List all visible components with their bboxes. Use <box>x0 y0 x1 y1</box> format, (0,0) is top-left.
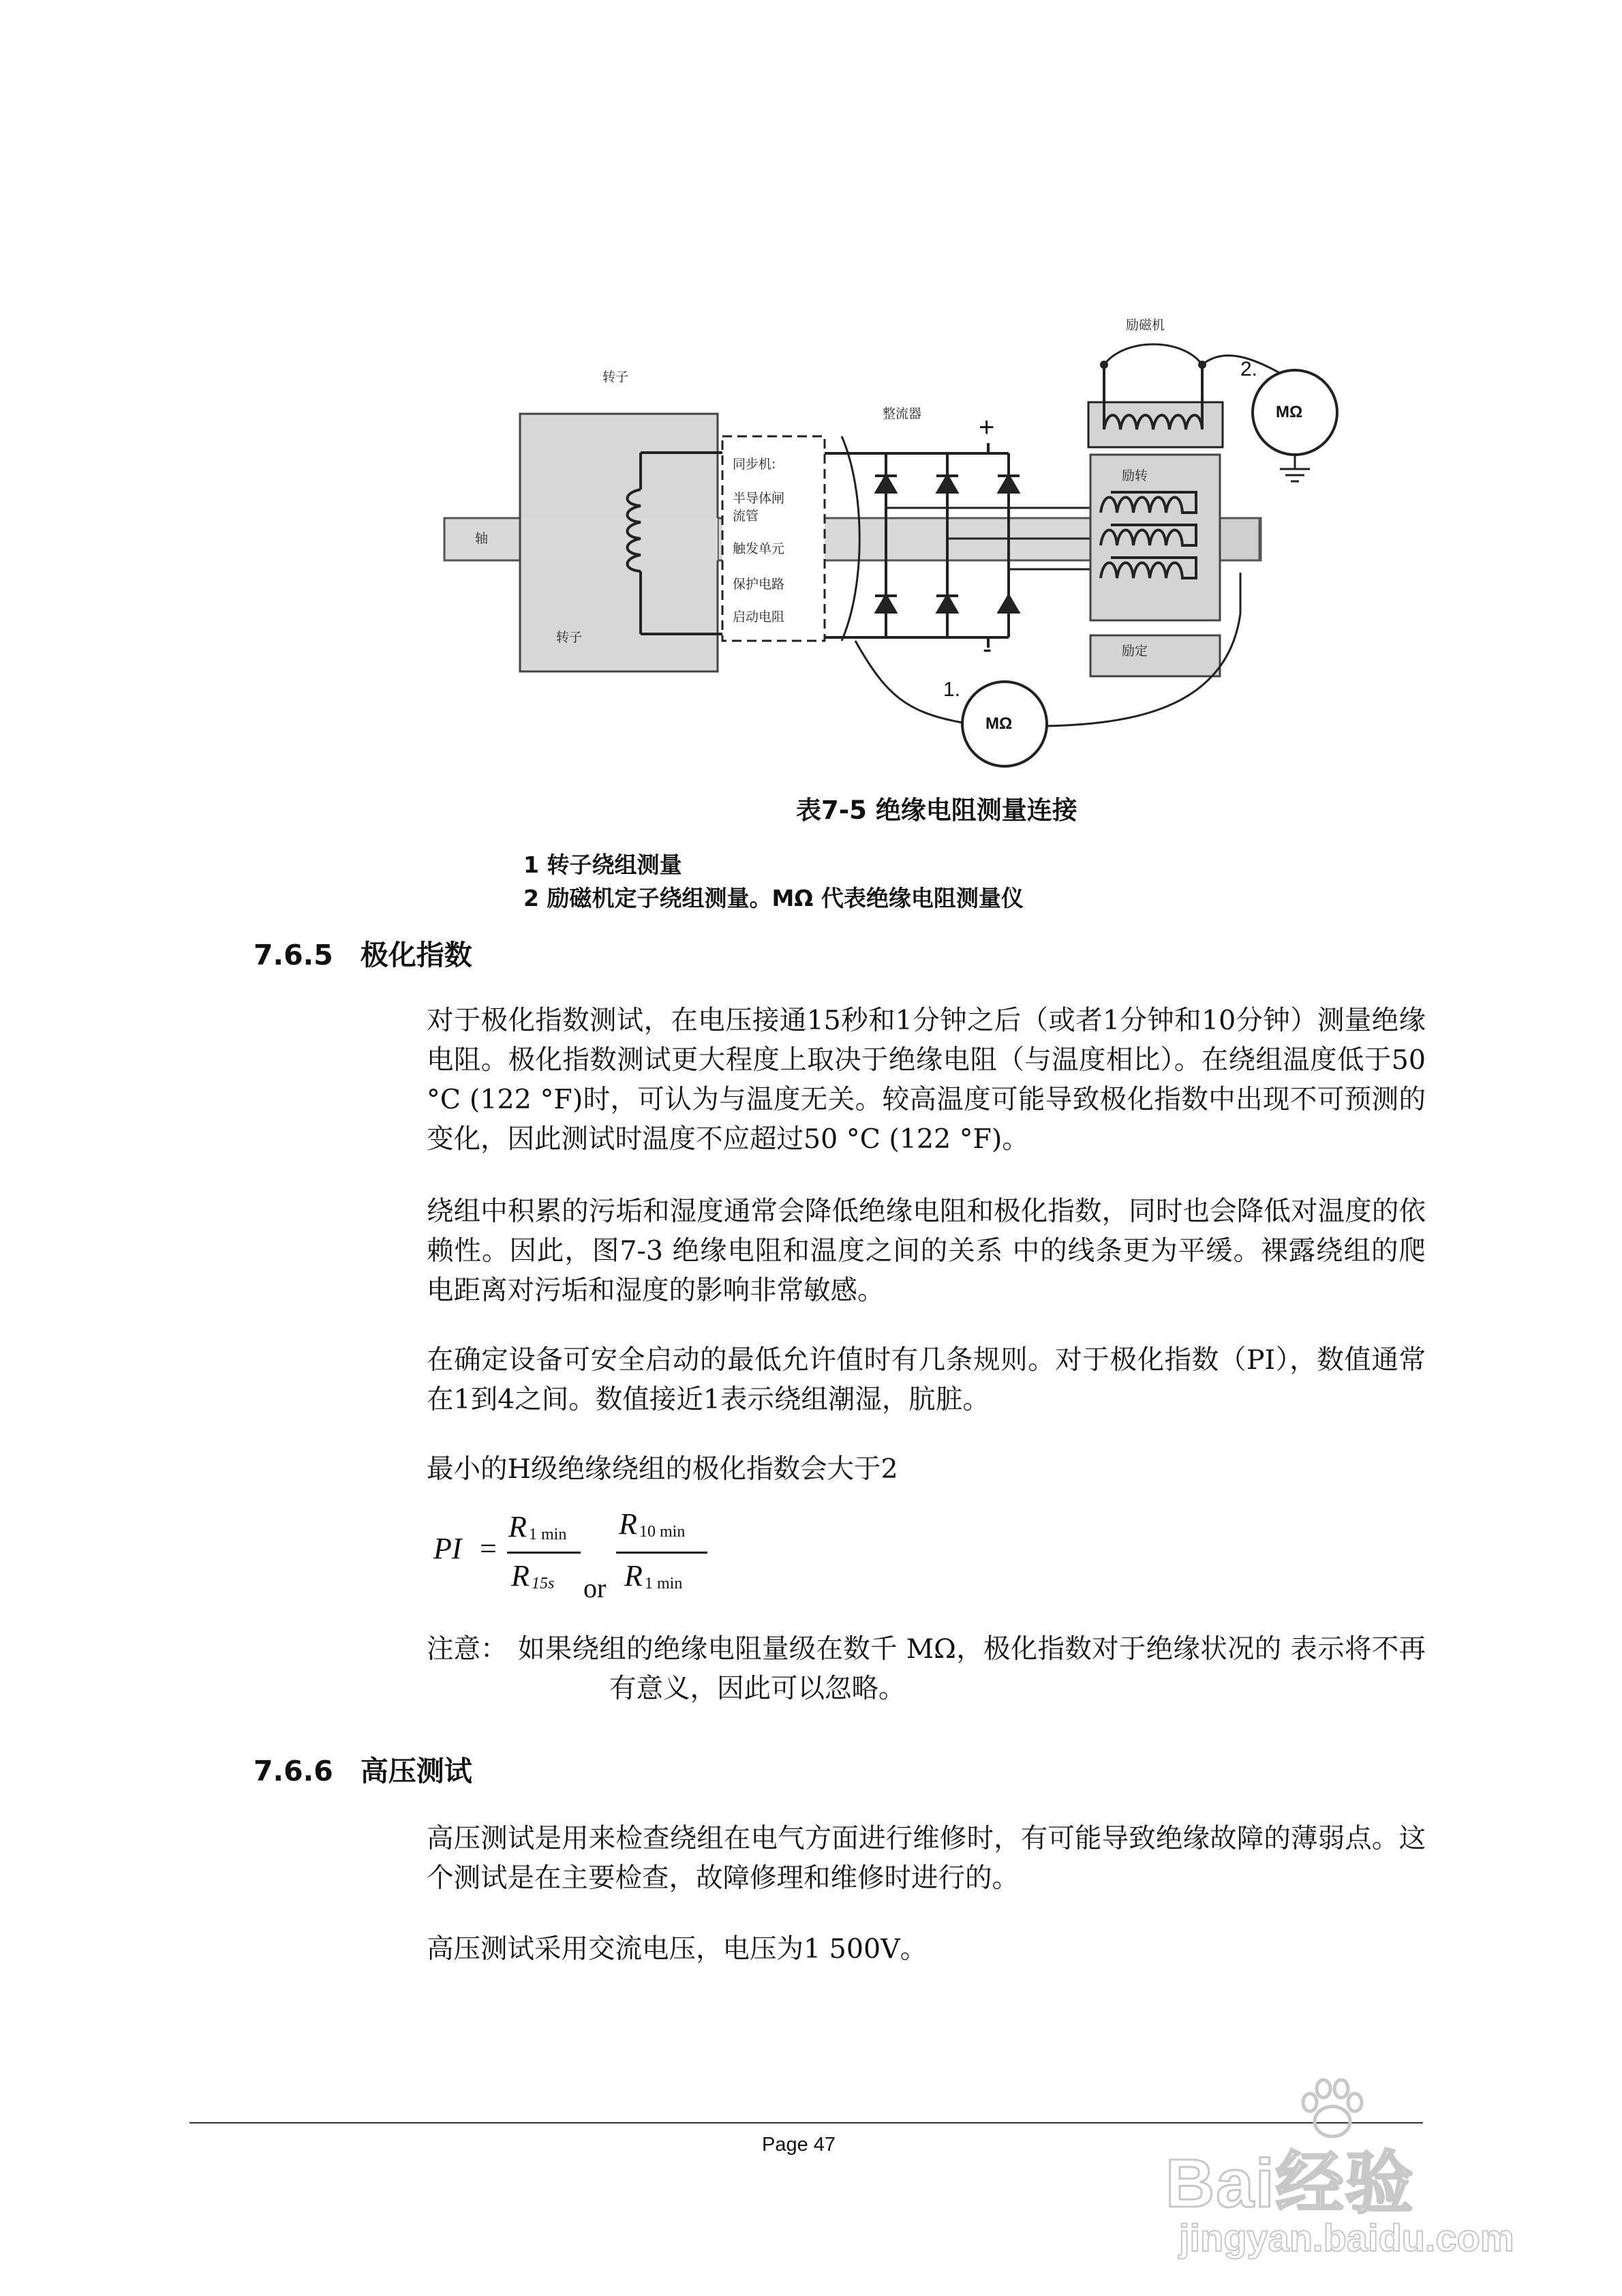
formula-lhs: PI <box>433 1532 462 1565</box>
formula-sub-15s: 15s <box>532 1575 555 1592</box>
insulation-measurement-diagram <box>436 300 1349 791</box>
label-rotor-bottom: 转子 <box>556 630 583 645</box>
paragraph: 在确定设备可安全启动的最低允许值时有几条规则。对于极化指数（PI），数值通常在1到4之间。数值接近1表示绕组潮湿，肮脏。 <box>427 1344 1426 1415</box>
formula-equals: = <box>480 1532 497 1565</box>
section-heading-766 <box>254 1749 472 1789</box>
rotor-shaft-window <box>521 518 718 560</box>
figure-caption-note-2: 2 励磁机定子绕组测量。MΩ 代表绝缘电阻测量仪 <box>523 885 1024 911</box>
watermark-brand: Bai经验 <box>1165 2145 1415 2222</box>
formula-r-denominator-1: R <box>511 1559 530 1592</box>
label-scr-2: 流管 <box>733 509 759 524</box>
ground-symbol-icon <box>1280 455 1310 481</box>
label-exciter-rotor: 励转 <box>1122 466 1148 484</box>
label-rotor-top: 转子 <box>602 369 629 384</box>
label-meter-2-number: 2. <box>1240 358 1258 380</box>
watermark-url: jingyan.baidu.com <box>1179 2216 1514 2259</box>
formula-sub-10min: 10 min <box>639 1523 686 1541</box>
label-start-resistor: 启动电阻 <box>733 609 785 624</box>
exciter-stator-bottom <box>1090 635 1220 676</box>
section-title: 极化指数 <box>360 939 472 971</box>
fraction-bar-1 <box>507 1552 581 1554</box>
section-number: 7.6.6 <box>254 1755 333 1787</box>
formula-r-denominator-2: R <box>624 1559 643 1592</box>
label-meter-1-symbol: MΩ <box>985 714 1013 733</box>
formula-r-numerator-2: R <box>619 1507 637 1541</box>
label-exciter-stator: 励定 <box>1122 644 1148 659</box>
formula-sub-1min-2: 1 min <box>645 1575 683 1592</box>
label-shaft: 轴 <box>475 531 489 546</box>
label-protection: 保护电路 <box>733 577 785 592</box>
label-minus: - <box>983 634 992 664</box>
polarization-index-formula <box>427 1507 740 1614</box>
section-heading-765 <box>254 933 472 973</box>
label-trigger: 触发单元 <box>733 541 785 556</box>
paragraph: 绕组中积累的污垢和湿度通常会降低绝缘电阻和极化指数，同时也会降低对温度的依赖性。因此，图7-3 绝缘电阻和温度之间的关系 中的线条更为平缓。裸露绕组的爬电距离对污垢和湿度的影响非常敏感。 <box>427 1196 1426 1306</box>
exciter-rotor <box>1090 455 1220 620</box>
label-rectifier: 整流器 <box>883 406 922 421</box>
paragraph: 对于极化指数测试，在电压接通15秒和1分钟之后（或者1分钟和10分钟）测量绝缘电阻。极化指数测试更大程度上取决于绝缘电阻（与温度相比）。在绕组温度低于50 °C (122 °F)时，可认为与温度无关。较高温度可能导致极化指数中出现不可预测的变化，因此测试时温度不应超过50 °C (122 °F)。 <box>427 1005 1426 1155</box>
figure-caption-title: 表7-5 绝缘电阻测量连接 <box>796 796 1077 825</box>
baidu-watermark <box>1159 2072 1567 2277</box>
section-title: 高压测试 <box>360 1755 472 1787</box>
formula-or: or <box>583 1573 607 1603</box>
fraction-bar-2 <box>616 1552 707 1554</box>
section-number: 7.6.5 <box>254 939 333 971</box>
label-sync-machine: 同步机: <box>733 457 776 472</box>
formula-r-numerator-1: R <box>508 1510 527 1543</box>
note-text: 如果绕组的绝缘电阻量级在数千 MΩ，极化指数对于绝缘状况的 表示将不再有意义，因此可以忽略。 <box>518 1633 1426 1704</box>
paragraph: 高压测试是用来检查绕组在电气方面进行维修时，有可能导致绝缘故障的薄弱点。这个测试是在主要检查，故障修理和维修时进行的。 <box>427 1823 1426 1894</box>
label-plus: + <box>979 412 995 442</box>
label-exciter: 励磁机 <box>1126 318 1165 333</box>
page-number: Page 47 <box>762 2134 836 2156</box>
figure-caption-note-1: 1 转子绕组测量 <box>523 851 682 878</box>
label-meter-2-symbol: MΩ <box>1276 403 1303 421</box>
label-meter-1-number: 1. <box>943 678 961 701</box>
formula-sub-1min: 1 min <box>529 1526 567 1543</box>
paragraph: 最小的H级绝缘绕组的极化指数会大于2 <box>427 1453 898 1485</box>
label-scr-1: 半导体闸 <box>733 491 785 506</box>
note-label: 注意： <box>427 1633 508 1665</box>
paragraph: 高压测试采用交流电压，电压为1 500V。 <box>427 1933 928 1965</box>
shaft-end <box>1220 518 1259 560</box>
